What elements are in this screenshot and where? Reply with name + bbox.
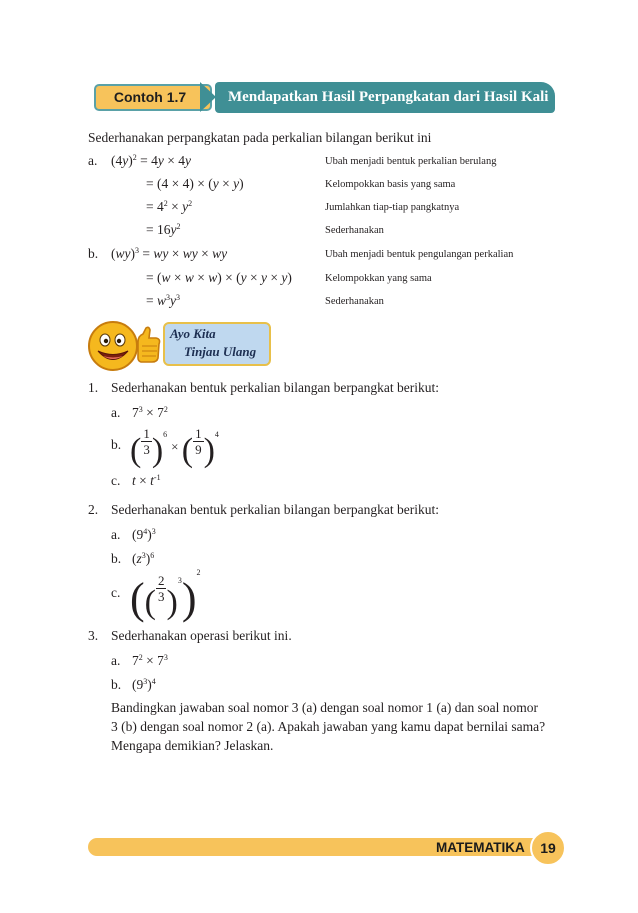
question-2a-expression: $(9^4)^3$: [132, 527, 156, 542]
question-2a-marker: a.: [111, 527, 121, 542]
smiley-thumbs-up-icon: [86, 318, 166, 374]
example-a-note-3: Jumlahkan tiap-tiap pangkatnya: [325, 202, 460, 213]
example-b-note-1: Ubah menjadi bentuk pengulangan perkalian: [325, 249, 514, 260]
question-3a-expression: $7^2 \times 7^3$: [132, 653, 168, 668]
question-1b-expression: ( $\frac{1}{3}$ )$^6$ × ( $\frac{1}{9}$ )$^4$: [130, 426, 219, 469]
question-1b-marker: b.: [111, 437, 122, 452]
intro-text: Sederhanakan perpangkatan pada perkalian bilangan berikut ini: [88, 130, 432, 145]
question-3-text: Sederhanakan operasi berikut ini.: [111, 628, 292, 643]
banner-arrow: [200, 82, 216, 112]
question-2c-marker: c.: [111, 585, 121, 600]
question-3-number: 3.: [88, 628, 99, 643]
example-b-step-2: = (w × w × w) × (y × y × y): [146, 270, 292, 285]
question-2-text: Sederhanakan bentuk perkalian bilangan berpangkat berikut:: [111, 502, 440, 517]
question-3b-expression: $(9^3)^4$: [132, 677, 156, 692]
question-2b-expression: $(z^3)^6$: [132, 551, 155, 566]
example-b-note-2: Kelompokkan yang sama: [325, 273, 432, 284]
question-2c-expression: (( $\frac{2}{3}$ )$^3$)$^2$: [130, 568, 201, 623]
example-a-marker: a.: [88, 153, 98, 168]
question-1a-marker: a.: [111, 405, 121, 420]
question-1c-marker: c.: [111, 473, 121, 488]
example-a-note-2: Kelompokkan basis yang sama: [325, 179, 456, 190]
example-a-note-1: Ubah menjadi bentuk perkalian berulang: [325, 156, 497, 167]
question-2b-marker: b.: [111, 551, 122, 566]
page-number: 19: [540, 840, 556, 856]
question-1-text: Sederhanakan bentuk perkalian bilangan berpangkat berikut:: [111, 380, 440, 395]
review-badge-line-1: Ayo Kita: [170, 326, 216, 341]
example-b-marker: b.: [88, 246, 99, 261]
question-3-paragraph-line-1: Bandingkan jawaban soal nomor 3 (a) dengan soal nomor 1 (a) dan soal nomor: [111, 700, 539, 715]
example-tab-label: Contoh 1.7: [113, 89, 187, 105]
example-b-note-3: Sederhanakan: [325, 296, 384, 307]
question-3a-marker: a.: [111, 653, 121, 668]
question-1a-expression: $7^3 \times 7^2$: [132, 405, 168, 420]
example-b-step-3: = $w^3y^3$: [146, 293, 181, 308]
example-a-step-1: $(4y)^2 = 4y \times 4y$: [111, 153, 191, 168]
question-3-paragraph-line-3: Mengapa demikian? Jelaskan.: [111, 738, 274, 753]
review-badge-line-2: Tinjau Ulang: [184, 344, 257, 359]
question-1c-expression: $t \times t^{-1}$: [132, 473, 161, 488]
example-a-step-3: = $4^2 \times y^2$: [146, 199, 193, 214]
example-a-step-4: = $16y^2$: [146, 222, 181, 237]
footer-subject: MATEMATIKA: [436, 840, 525, 855]
question-2-number: 2.: [88, 502, 99, 517]
example-b-step-1: (wy)$^3$ = wy × wy × wy: [111, 246, 228, 261]
question-1-number: 1.: [88, 380, 99, 395]
question-3b-marker: b.: [111, 677, 122, 692]
example-a-step-2: = (4 × 4) × (y × y): [146, 176, 244, 191]
example-title: Mendapatkan Hasil Perpangkatan dari Hasil Kali: [228, 89, 549, 105]
question-3-paragraph-line-2: 3 (b) dengan soal nomor 2 (a). Apakah jawaban yang kamu dapat bernilai sama?: [111, 719, 546, 734]
example-a-note-4: Sederhanakan: [325, 225, 384, 236]
